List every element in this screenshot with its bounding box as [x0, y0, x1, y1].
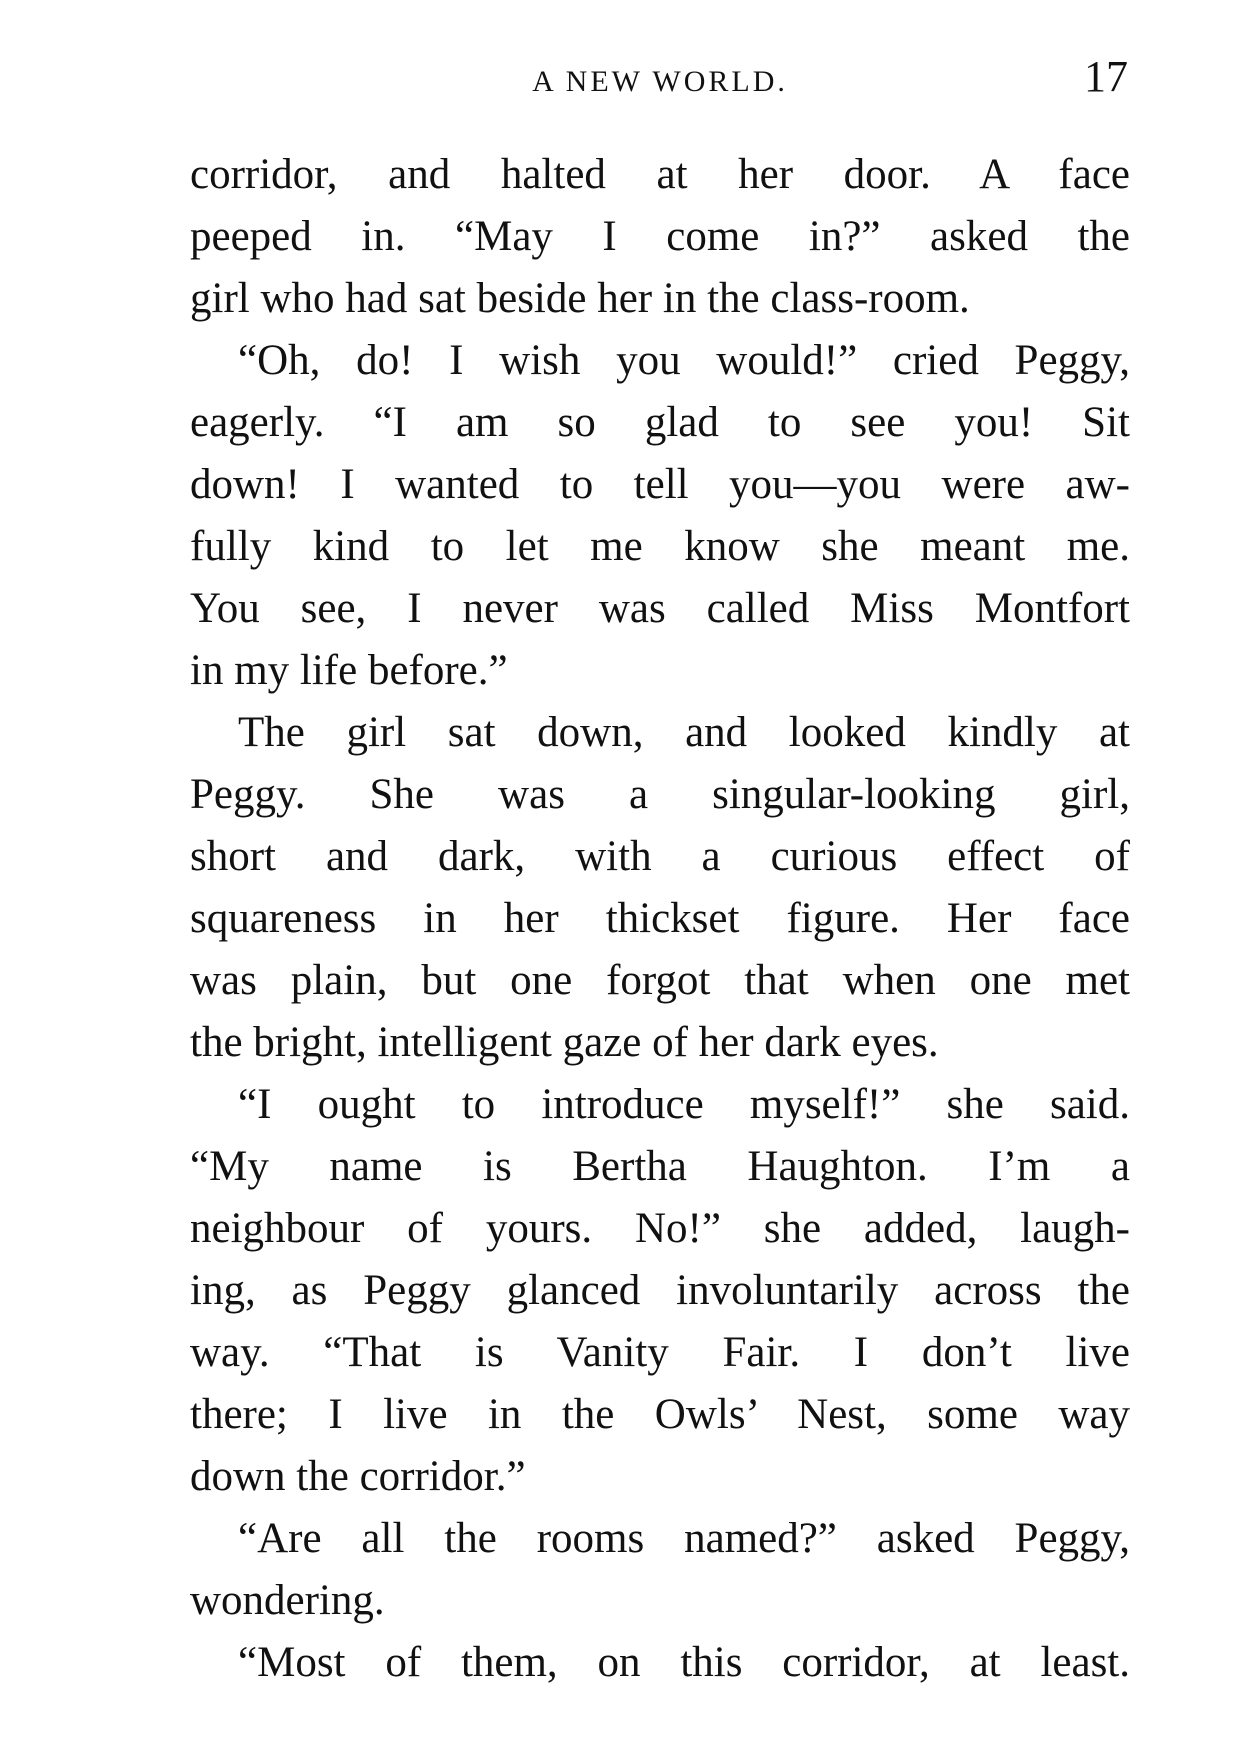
running-head	[190, 52, 1130, 112]
text-line: “Are all the rooms named?” asked Peggy,	[238, 1515, 1130, 1562]
text-line: squareness in her thickset figure. Her face	[190, 895, 1130, 942]
text-line: “My name is Bertha Haughton. I’m a	[190, 1143, 1130, 1190]
text-line: way. “That is Vanity Fair. I don’t live	[190, 1329, 1130, 1376]
text-line: down the corridor.”	[190, 1453, 526, 1500]
text-line: ing, as Peggy glanced involuntarily across the	[190, 1267, 1130, 1314]
text-line: the bright, intelligent gaze of her dark eyes.	[190, 1019, 939, 1066]
text-line: “I ought to introduce myself!” she said.	[238, 1081, 1130, 1128]
text-line: Peggy. She was a singular-looking girl,	[190, 771, 1130, 818]
text-line: peeped in. “May I come in?” asked the	[190, 213, 1130, 260]
text-line: You see, I never was called Miss Montfort	[190, 585, 1130, 632]
text-line: corridor, and halted at her door. A face	[190, 151, 1130, 198]
text-line: wondering.	[190, 1577, 385, 1624]
text-line: short and dark, with a curious effect of	[190, 833, 1130, 880]
text-line: there; I live in the Owls’ Nest, some way	[190, 1391, 1130, 1438]
text-line: The girl sat down, and looked kindly at	[238, 709, 1130, 756]
text-line: was plain, but one forgot that when one met	[190, 957, 1130, 1004]
running-title: A NEW WORLD.	[532, 65, 788, 98]
text-line: “Most of them, on this corridor, at least.	[238, 1639, 1130, 1686]
text-line: “Oh, do! I wish you would!” cried Peggy,	[238, 337, 1130, 384]
text-line: in my life before.”	[190, 647, 508, 694]
text-line: neighbour of yours. No!” she added, laugh-	[190, 1205, 1130, 1252]
page-number: 17	[1084, 52, 1128, 101]
text-line: eagerly. “I am so glad to see you! Sit	[190, 399, 1130, 446]
text-line: fully kind to let me know she meant me.	[190, 523, 1130, 570]
text-line: girl who had sat beside her in the class-room.	[190, 275, 970, 322]
text-line: down! I wanted to tell you—you were aw-	[190, 461, 1130, 508]
body-text	[190, 144, 1130, 1694]
